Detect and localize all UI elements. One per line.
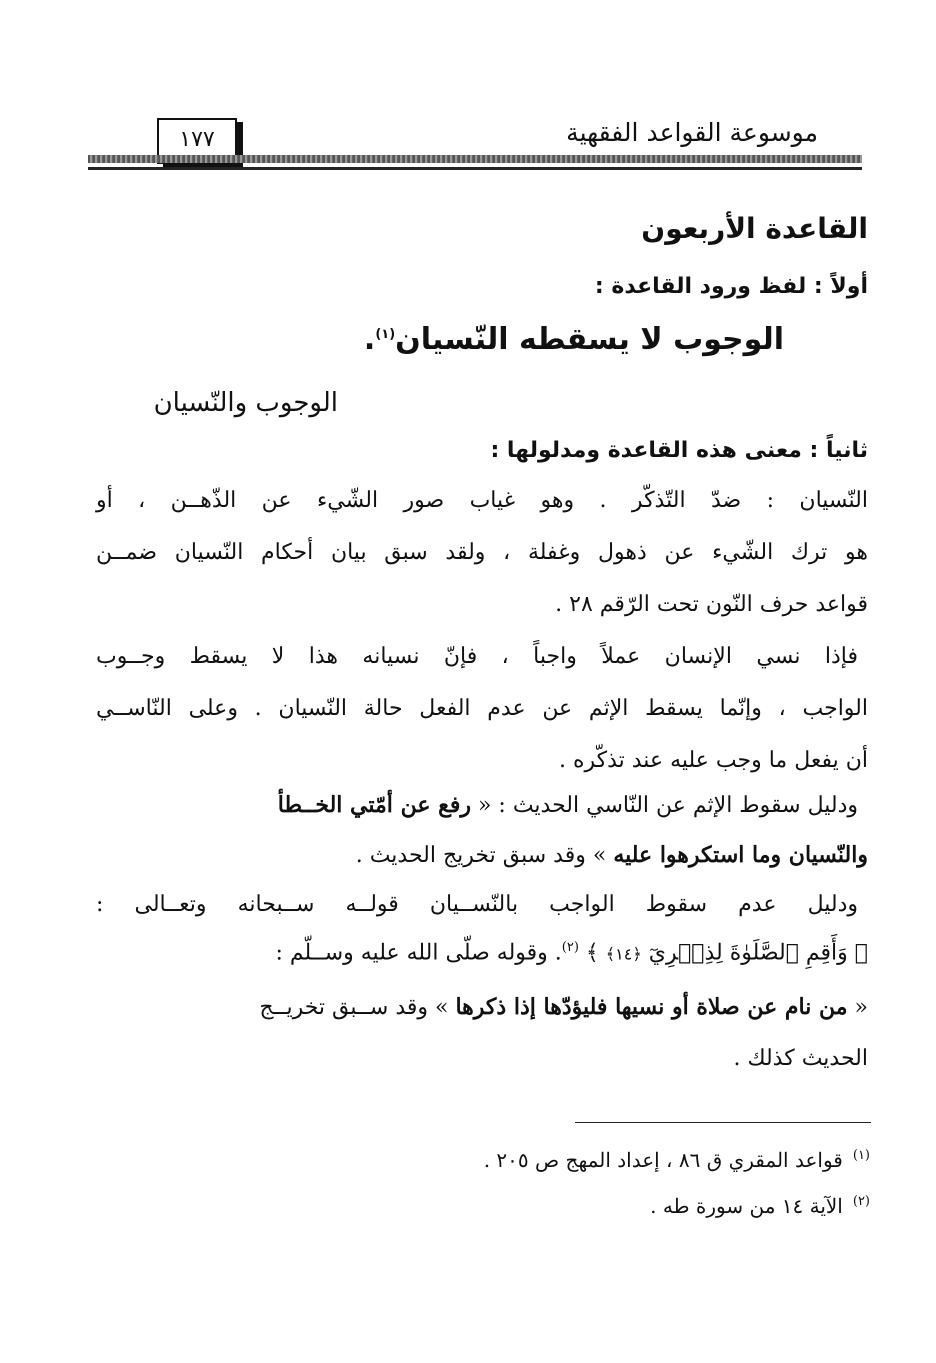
header-rule-line — [88, 167, 862, 170]
footnote-2-text: الآية ١٤ من سورة طه . — [650, 1194, 843, 1218]
section-1-heading: أولاً : لفظ ورود القاعدة : — [594, 274, 868, 299]
hadith2-note: » وقد ســبق تخريــج — [259, 995, 456, 1020]
hadith2-open: « — [847, 995, 868, 1020]
section-2-heading: ثانياً : معنى هذه القاعدة ومدلولها : — [490, 438, 868, 463]
verse-number: ﴿١٤﴾ — [605, 944, 642, 964]
paragraph-line: النّسيان : ضدّ التّذكّر . وهو غياب صور الشّيء عن الذّهــن ، أو — [96, 488, 868, 513]
verse-open-bracket: ﴿ — [854, 940, 868, 966]
verse-line — [275, 940, 868, 965]
footnote-ref-2: (٢) — [561, 940, 579, 955]
rule-statement-end: . — [363, 322, 376, 357]
rule-title: القاعدة الأربعون — [641, 212, 868, 245]
hadith-intro: ودليل سقوط الإثم عن النّاسي الحديث : « — [470, 793, 858, 818]
paragraph-line: الواجب ، وإنّما يسقط الإثم عن عدم الفعل حالة النّسيان . وعلى النّاســي — [96, 696, 868, 721]
rule-statement-text: الوجوب لا يسقطه النّسيان — [395, 322, 784, 357]
paragraph-line: أن يفعل ما وجب عليه عند تذكّره . — [558, 748, 868, 773]
footnote-1 — [484, 1148, 870, 1172]
rule-statement — [364, 322, 784, 357]
header-rule — [88, 155, 862, 163]
footnote-1-text: قواعد المقري ق ٨٦ ، إعداد المهج ص ٢٠٥ . — [483, 1148, 843, 1172]
hadith2-text: من نام عن صلاة أو نسيها فليؤدّها إذا ذكرها — [455, 994, 848, 1020]
running-header-title: موسوعة القواعد الفقهية — [566, 118, 818, 147]
verse-line-rest: . وقوله صلّى الله عليه وســلّم : — [275, 940, 562, 966]
hadith-text-part2: والنّسيان وما استكرهوا عليه — [613, 842, 868, 868]
verse-close-bracket: ﴾ — [585, 940, 599, 966]
footnote-ref-1: (١) — [375, 327, 396, 342]
paragraph-line: قواعد حرف النّون تحت الرّقم ٢٨ . — [555, 592, 868, 617]
paragraph-line: الحديث كذلك . — [733, 1046, 868, 1071]
verse-text: وَأَقِمِ ٱلصَّلَوٰةَ لِذِكۡرِيٓ — [648, 940, 848, 966]
hadith-line-2 — [356, 842, 868, 868]
page-number: ١٧٧ — [157, 118, 237, 164]
footnote-2 — [650, 1194, 870, 1218]
hadith2-line — [259, 994, 868, 1020]
paragraph-line: ودليل عدم سقوط الواجب بالنّســيان قولــه ســبحانه وتعــالى : — [96, 892, 858, 917]
hadith-source-note: » وقد سبق تخريج الحديث . — [355, 843, 614, 868]
keywords: الوجوب والنّسيان — [153, 388, 338, 418]
paragraph-line: فإذا نسي الإنسان عملاً واجباً ، فإنّ نسيانه هذا لا يسقط وجــوب — [96, 644, 858, 669]
footnote-separator — [575, 1122, 871, 1123]
hadith-line-1 — [278, 792, 858, 818]
hadith-text-part1: رفع عن أمّتي الخــطأ — [277, 792, 471, 818]
footnote-2-mark: (٢) — [852, 1194, 870, 1210]
footnote-1-mark: (١) — [852, 1148, 870, 1164]
paragraph-line: هو ترك الشّيء عن ذهول وغفلة ، ولقد سبق بيان أحكام النّسيان ضمــن — [96, 540, 868, 565]
